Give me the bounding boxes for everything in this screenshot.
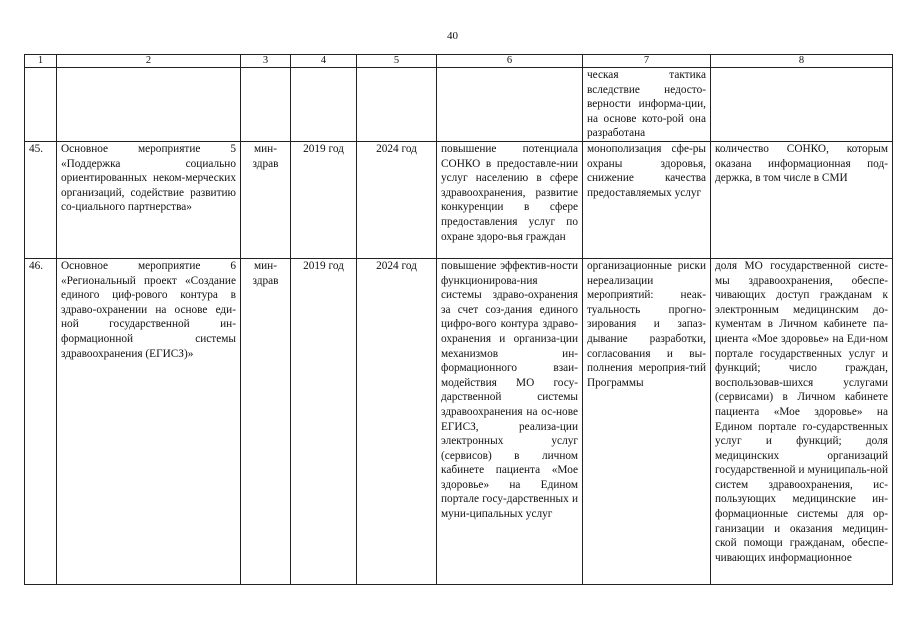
indicators: количество СОНКО, которым оказана информационная под-держка, в том числе в СМИ — [711, 141, 893, 258]
row-number: 45. — [25, 141, 57, 258]
column-number: 7 — [583, 55, 711, 68]
column-number: 4 — [291, 55, 357, 68]
executor: мин-здрав — [241, 258, 291, 584]
table-cell — [437, 68, 583, 142]
table-row — [25, 258, 893, 584]
column-number: 3 — [241, 55, 291, 68]
table-cell — [291, 68, 357, 142]
start-year: 2019 год — [291, 141, 357, 258]
risks: организационные риски нереализации мероприятий: неак-туальность прогно-зирования и запаз-дывание разработки, согласования и вы-полнения мероприя-тий Программы — [583, 258, 711, 584]
end-year: 2024 год — [357, 258, 437, 584]
indicators: доля МО государственной систе-мы здравоохранения, обеспе-чивающих доступ гражданам к электронным медицинским до-кументам в Личном кабинете па-циента «Мое здоровье» на Еди-ном портале государственных услуг и функций; число граждан, воспользовав-шихся услугами (сервисами) в Личном кабинете пациента «Мое здоровье» на Едином портале го-сударственных услуг и функций; доля медицинских организаций государственной и муниципаль-ной систем здравоохранения, ис-пользующих медицинские ин-формационные системы для ор-ганизации и оказания медицин-ской помощи гражданам, обеспе-чивающих информационное — [715, 259, 888, 564]
executor: мин-здрав — [241, 141, 291, 258]
table-cell — [711, 68, 893, 142]
measure-name: Основное мероприятие 5 «Поддержка социально ориентированных неком-мерческих организаций, содействие развитию со-циального партнерства» — [57, 141, 241, 258]
table-cell — [357, 68, 437, 142]
expected-result: повышение потенциала СОНКО в предоставле-нии услуг населению в сфере здравоохранения, развитие конкуренции в сфере предоставления услуг по охране здоро-вья граждан — [437, 141, 583, 258]
column-numbers-row — [25, 55, 893, 68]
column-number: 8 — [711, 55, 893, 68]
expected-result: повышение эффектив-ности функционирова-ния системы здраво-охранения за счет соз-дания единого цифро-вого контура здраво-охранения и организа-ции механизмов ин-формационного взаи-модействия МО госу-дарственной системы здравоохранения на ос-нове ЕГИСЗ, реализа-ции электронных услуг (сервисов) в личном кабинете пациента «Мое здоровье» на Едином портале госу-дарственных и муни-ципальных услуг — [437, 258, 583, 584]
start-year: 2019 год — [291, 258, 357, 584]
column-number: 5 — [357, 55, 437, 68]
table-cell — [25, 68, 57, 142]
indicators-cell — [711, 258, 893, 584]
row-number: 46. — [25, 258, 57, 584]
risk-continuation-cell: ческая тактика вследствие недосто-верности информа-ции, на основе кото-рой она разработана — [583, 68, 711, 142]
continuation-row — [25, 68, 893, 142]
table-row — [25, 141, 893, 258]
table-cell — [241, 68, 291, 142]
risks: монополизация сфе-ры охраны здоровья, снижение качества предоставляемых услуг — [583, 141, 711, 258]
column-number: 6 — [437, 55, 583, 68]
column-number: 1 — [25, 55, 57, 68]
measure-name: Основное мероприятие 6 «Региональный проект «Создание единого циф-рового контура в здраво-охранении на основе еди-ной государственной ин-формационной системы здравоохранения (ЕГИСЗ)» — [57, 258, 241, 584]
column-number: 2 — [57, 55, 241, 68]
page-number: 40 — [447, 30, 458, 42]
end-year: 2024 год — [357, 141, 437, 258]
measures-table — [24, 54, 893, 585]
table-cell — [57, 68, 241, 142]
